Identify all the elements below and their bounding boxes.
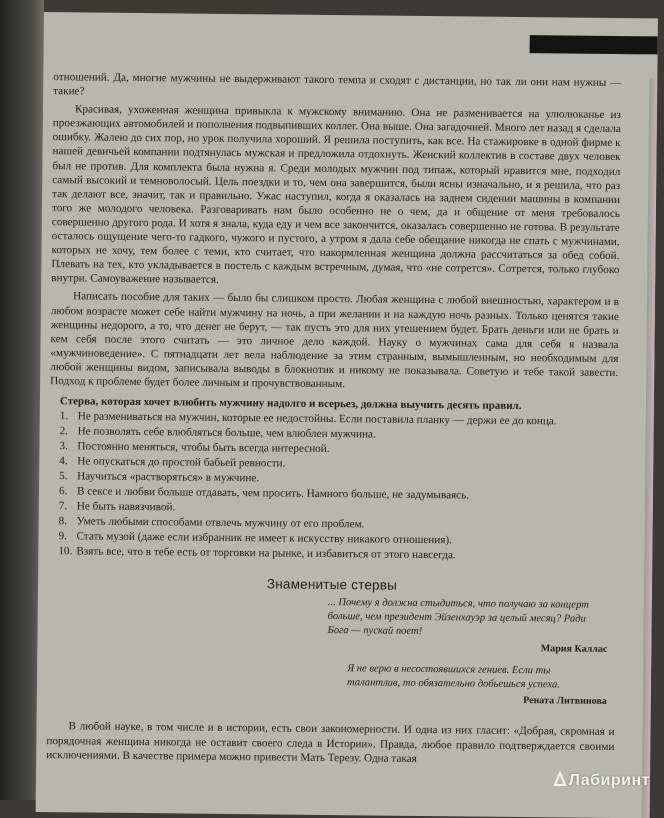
quote-callas: ... Почему я должна стыдиться, что получаю за концерт больше, чем президент Эйзенхауэр за целый месяц? Ради Бога — пускай поет! [327, 597, 589, 638]
watermark [553, 771, 650, 790]
rule-text: Стать музой (даже если избранник не имеет к искусству никакого отношения). [76, 530, 453, 547]
top-paragraph: отношений. Да, многие мужчины не выдерживают такого темпа и сходят с дистанции, но так ли они нам нужны — такие? [53, 71, 622, 98]
rule-text: Уметь любыми способами отвлечь мужчину от его проблем. [76, 515, 365, 531]
rule-number: 5. [59, 470, 68, 483]
page-content [46, 70, 621, 768]
rules-list [48, 409, 618, 565]
labyrinth-logo-icon [553, 771, 567, 787]
rule-number: 4. [59, 455, 68, 468]
rule-number: 1. [59, 410, 69, 423]
rule-text: Научиться «растворяться» в мужчине. [77, 470, 260, 485]
rule-text: Постоянно меняться, чтобы быть всегда интересной. [77, 440, 330, 456]
rule-text: Не размениваться на мужчин, которые ее недостойны. Если поставила планку — держи ее до конца. [77, 410, 557, 428]
book-page [36, 12, 658, 818]
quote-litvinova: Я не верю в несостоявшихся гениев. Если ты талантлив, то обязательно добьешься успеха. [346, 663, 561, 691]
rule-text: В сексе и любви больше отдавать, чем просить. Намного больше, не задумываясь. [76, 485, 470, 502]
section-title: Знаменитые стервы [266, 576, 398, 593]
watermark-text: Лабиринт [568, 772, 650, 789]
rule-number: 10. [58, 545, 73, 558]
rule-text: Не опускаться до простой бабьей ревности. [77, 455, 286, 470]
paragraph-1: Красивая, ухоженная женщина привыкла к мужскому вниманию. Она не разменивается на улюлюканье из проезжающих автомобилей и пополнения подвыпивших коллег. Она выше. Она загадочней. Много лет назад я сделала ошибку. Жалею до сих пор, но урок получила хороший. Я решила поступить, как все. На стажировке в одной фирме к нашей девичьей компании подтянулась мужская и предложила отдохнуть. Женский коллектив в составе двух человек был не против. Для комплекта была нужна я. Среди молодых мужчин под типаж, который нравится мне, подходил самый высокий и темноволосый. Цель поездки и то, чем она завершится, были ясны изначально, и я решила, что раз так делают все, значит, так и правильно. Ужас наступил, когда я оказалась на заднем сидении машины в компании того же молодого человека. Разговаривать нам было особенно не о чем, да и общение от меня требовалось совершенно другого рода. И хотя я знала, куда еду и чем все закончится, оказалась совершенно не готова. В результате осталось ощущение чего-то гадкого, чужого и пустого, а утром я дала себе обещание никогда не спать с мужчинами, которых не хочу, тем более с теми, кто считает, что накормленная женщина должна рассчитаться за обед собой. Плевать на тех, кто укладывается в постель с каждым встречным, думая, что «не сотрется». Сотрется, только глубоко внутри. Самоуважение называется. [51, 103, 622, 287]
rule-number: 2. [59, 425, 69, 438]
rule-number: 6. [58, 485, 68, 498]
rule-number: 7. [58, 500, 68, 513]
page-edge [642, 78, 658, 818]
bottom-paragraph: В любой науке, в том числе и в истории, есть свои закономерности. И одна из них гласит: «Добрая, скромная и порядочная женщина никогда не оставит своего следа в Истории». Правда, любое правило подтверждается своими исключениями. В качестве примера можно привести Мать Терезу. Одна такая [46, 720, 615, 765]
paragraph-2: Написать пособие для таких — было бы слишком просто. Любая женщина с любой внешностью, характером и в любом возрасте может себе найти мужчину на ночь, а при желании и на каждую ночь разных. Только ценятся такие женщины недорого, а то, что денег не берут, — так пусть это для них утешением будет. Брать деньги или не брать и кем себя после этого считать — это личное дело каждой. Науку о мужчинах сама для себя я назвала «мужчиноведение». С пятнадцати лет вела наблюдение за этим странным, вымышленным, но необходимым для любой женщины видом, записывала выводы в блокнотик и никому не показывала. Советую и тебе такой завести. Подход к проблеме будет более личным и прочувствованным. [50, 290, 620, 391]
rule-number: 3. [59, 440, 68, 453]
rule-text: Не позволять себе влюбляться больше, чем влюблен мужчина. [77, 425, 376, 441]
quote-author-callas: Мария Каллас [540, 643, 608, 656]
header-bar [530, 35, 658, 54]
rule-text: Взять все, что в тебе есть от торговки на рынке, и избавиться от этого навсегда. [76, 545, 456, 562]
rule-number: 8. [58, 515, 68, 528]
quote-author-litvinova: Рената Литвинова [523, 695, 607, 708]
rule-number: 9. [58, 530, 67, 543]
rule-text: Не быть навязчивой. [76, 500, 176, 514]
rules-title: Стерва, которая хочет влюбить мужчину надолго и всерьез, должна выучить десять правил. [59, 395, 522, 413]
